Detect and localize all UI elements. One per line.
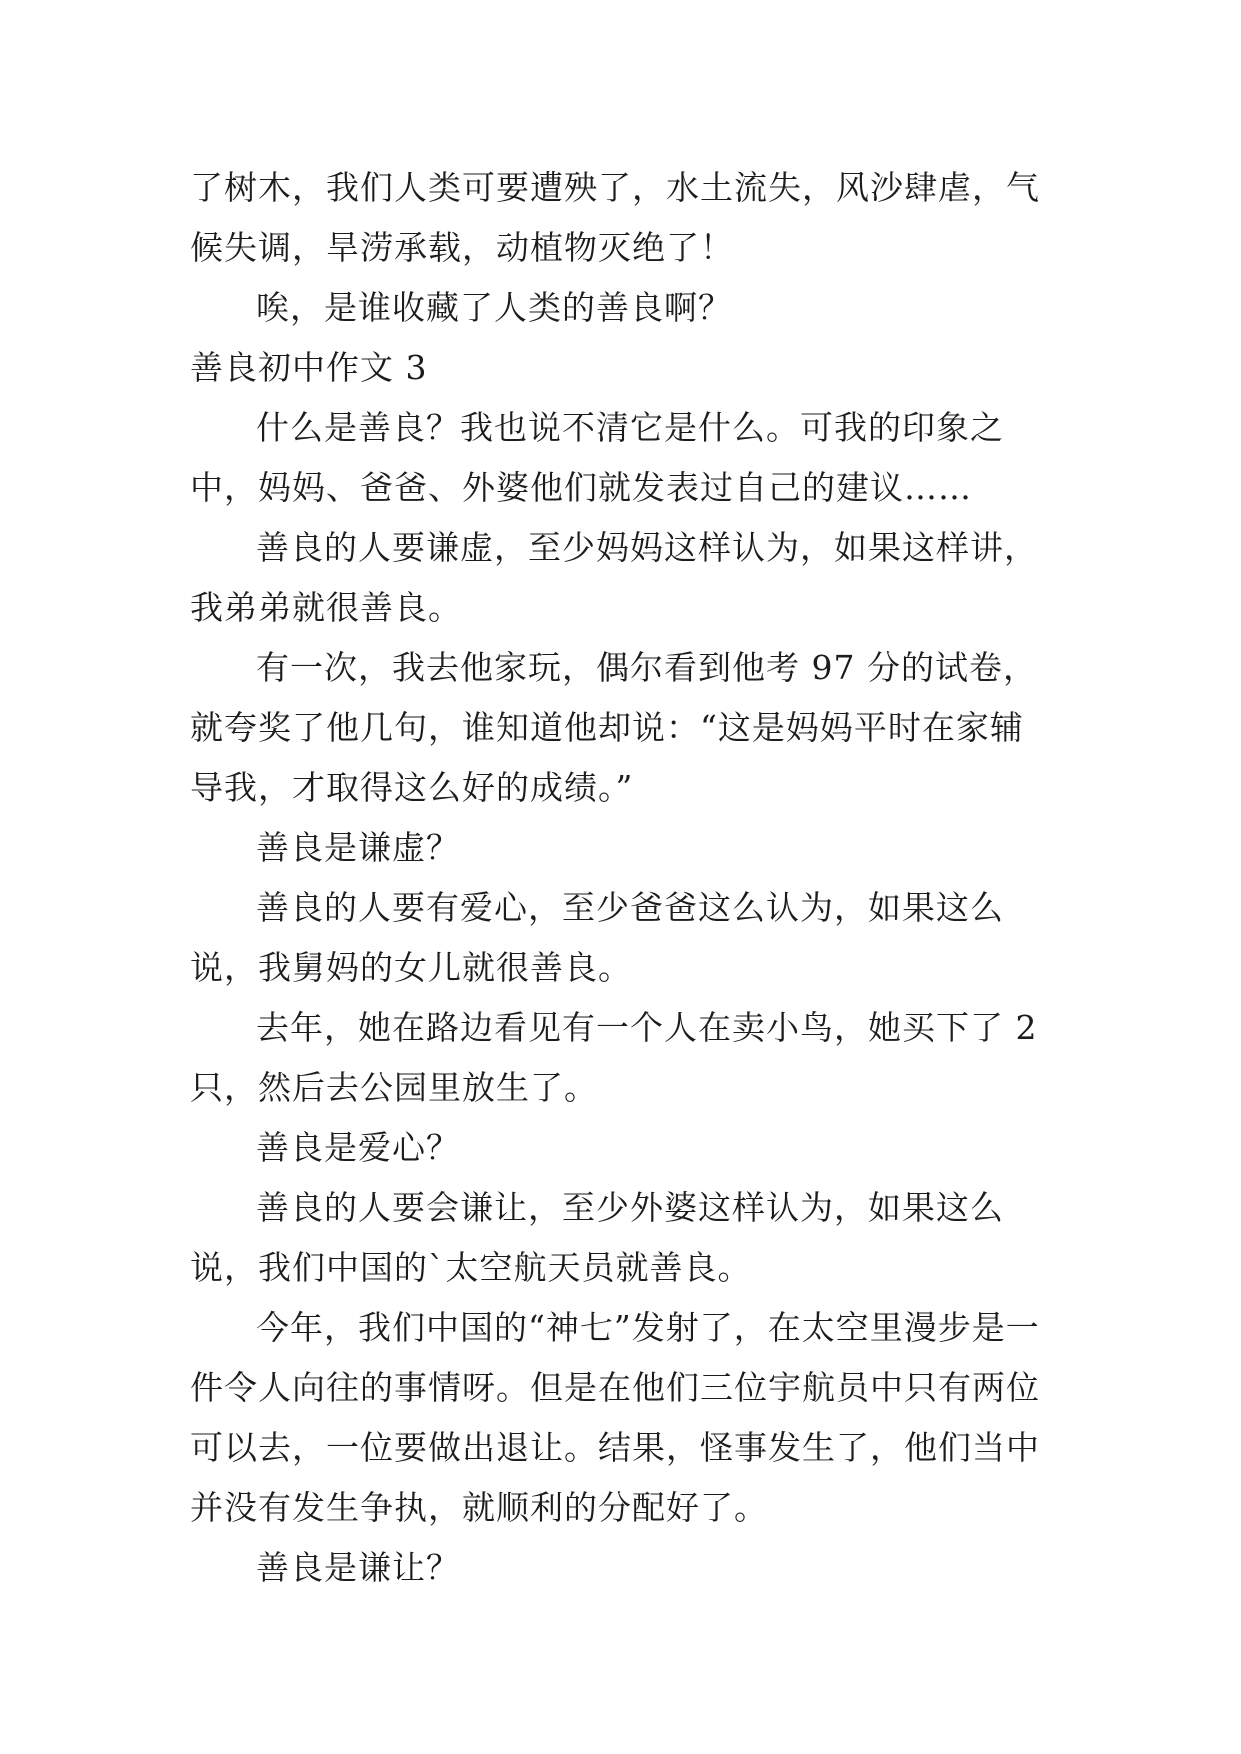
body-paragraph: 今年，我们中国的“神七”发射了，在太空里漫步是一件令人向往的事情呀。但是在他们三位宇航员中只有两位可以去，一位要做出退让。结果，怪事发生了，他们当中并没有发生争执，就顺利的分配好了。 xyxy=(190,1308,1040,1527)
body-paragraph: 什么是善良？我也说不清它是什么。可我的印象之中，妈妈、爸爸、外婆他们就发表过自己的建议…… xyxy=(190,408,1004,507)
document-body xyxy=(190,158,1050,1598)
body-paragraph: 善良是谦让？ xyxy=(256,1548,460,1587)
body-paragraph: 善良是爱心？ xyxy=(256,1128,460,1167)
body-paragraph: 了树木，我们人类可要遭殃了，水土流失，风沙肆虐，气候失调，旱涝承载，动植物灭绝了！ xyxy=(190,168,1040,267)
section-heading: 善良初中作文 3 xyxy=(190,348,428,387)
body-paragraph: 善良的人要有爱心，至少爸爸这么认为，如果这么说，我舅妈的女儿就很善良。 xyxy=(190,888,1004,987)
body-paragraph: 去年，她在路边看见有一个人在卖小鸟，她买下了 2 只，然后去公园里放生了。 xyxy=(190,1008,1038,1107)
body-paragraph: 唉，是谁收藏了人类的善良啊？ xyxy=(256,288,732,327)
body-paragraph: 有一次，我去他家玩，偶尔看到他考 97 分的试卷，就夸奖了他几句，谁知道他却说：“这是妈妈平时在家辅导我，才取得这么好的成绩。” xyxy=(190,648,1037,807)
body-paragraph: 善良的人要会谦让，至少外婆这样认为，如果这么说，我们中国的`太空航天员就善良。 xyxy=(190,1188,1004,1287)
body-paragraph: 善良是谦虚？ xyxy=(256,828,460,867)
body-paragraph: 善良的人要谦虚，至少妈妈这样认为，如果这样讲，我弟弟就很善良。 xyxy=(190,528,1038,627)
